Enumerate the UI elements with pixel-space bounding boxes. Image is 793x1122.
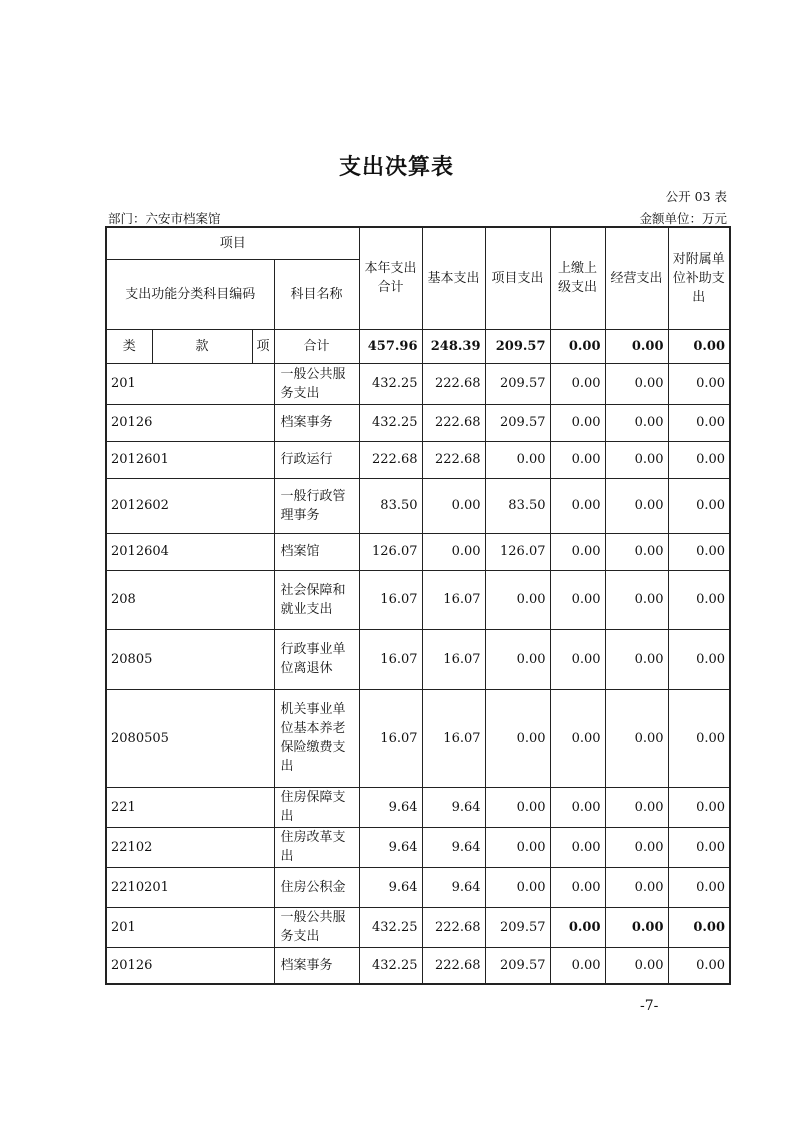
row-basic: 0.00 (422, 478, 485, 533)
total-business: 0.00 (605, 329, 668, 363)
row-subsidiary: 0.00 (668, 787, 730, 827)
row-basic: 222.68 (422, 404, 485, 441)
row-project: 0.00 (485, 570, 550, 629)
header-lei: 类 (106, 329, 152, 363)
table-row (106, 533, 730, 570)
row-subsidiary: 0.00 (668, 363, 730, 404)
row-total: 126.07 (359, 533, 422, 570)
row-project: 209.57 (485, 907, 550, 947)
row-total: 16.07 (359, 689, 422, 787)
row-code: 2012601 (106, 441, 274, 478)
page-title: 支出决算表 (338, 155, 454, 180)
row-project: 0.00 (485, 827, 550, 867)
row-basic: 222.68 (422, 441, 485, 478)
row-business: 0.00 (605, 478, 668, 533)
row-total: 432.25 (359, 363, 422, 404)
row-basic: 9.64 (422, 787, 485, 827)
row-basic: 222.68 (422, 907, 485, 947)
row-total: 16.07 (359, 570, 422, 629)
header-total: 本年支出合计 (359, 227, 422, 329)
row-total: 16.07 (359, 629, 422, 689)
row-business: 0.00 (605, 404, 668, 441)
row-upper: 0.00 (550, 689, 605, 787)
header-subsidiary: 对附属单位补助支出 (668, 227, 730, 329)
table-row (106, 947, 730, 984)
table-row (106, 629, 730, 689)
row-basic: 9.64 (422, 827, 485, 867)
header-xiang: 项 (252, 329, 274, 363)
row-upper: 0.00 (550, 570, 605, 629)
row-business: 0.00 (605, 629, 668, 689)
header-subject-name: 科目名称 (274, 259, 359, 329)
row-subject-name: 一般公共服务支出 (274, 907, 359, 947)
row-subject-name: 档案事务 (274, 947, 359, 984)
row-basic: 16.07 (422, 570, 485, 629)
row-subject-name: 住房保障支出 (274, 787, 359, 827)
header-upper: 上缴上级支出 (550, 227, 605, 329)
table-row (106, 570, 730, 629)
total-row (106, 329, 730, 363)
row-project: 0.00 (485, 787, 550, 827)
table-row (106, 404, 730, 441)
row-subsidiary: 0.00 (668, 404, 730, 441)
row-code: 22102 (106, 827, 274, 867)
header-business: 经营支出 (605, 227, 668, 329)
department-label: 部门：六安市档案馆 (108, 211, 221, 226)
row-project: 209.57 (485, 363, 550, 404)
form-number: 公开 03 表 (665, 189, 727, 204)
row-business: 0.00 (605, 441, 668, 478)
table-row (106, 827, 730, 867)
row-project: 0.00 (485, 441, 550, 478)
row-business: 0.00 (605, 570, 668, 629)
row-total: 9.64 (359, 787, 422, 827)
row-upper: 0.00 (550, 441, 605, 478)
row-business: 0.00 (605, 689, 668, 787)
row-project: 126.07 (485, 533, 550, 570)
row-project: 209.57 (485, 404, 550, 441)
total-project: 209.57 (485, 329, 550, 363)
row-business: 0.00 (605, 533, 668, 570)
row-subject-name: 住房改革支出 (274, 827, 359, 867)
header-sum: 合计 (274, 329, 359, 363)
table-row (106, 441, 730, 478)
row-code: 2210201 (106, 867, 274, 907)
row-business: 0.00 (605, 363, 668, 404)
row-business: 0.00 (605, 867, 668, 907)
row-upper: 0.00 (550, 947, 605, 984)
table-row (106, 689, 730, 787)
total-total: 457.96 (359, 329, 422, 363)
row-subsidiary: 0.00 (668, 570, 730, 629)
row-total: 9.64 (359, 827, 422, 867)
row-upper: 0.00 (550, 827, 605, 867)
total-subsidiary: 0.00 (668, 329, 730, 363)
row-total: 432.25 (359, 404, 422, 441)
row-basic: 16.07 (422, 689, 485, 787)
row-total: 9.64 (359, 867, 422, 907)
row-upper: 0.00 (550, 867, 605, 907)
row-subsidiary: 0.00 (668, 867, 730, 907)
row-subsidiary: 0.00 (668, 441, 730, 478)
row-project: 0.00 (485, 867, 550, 907)
row-upper: 0.00 (550, 629, 605, 689)
row-business: 0.00 (605, 907, 668, 947)
row-subsidiary: 0.00 (668, 533, 730, 570)
row-subject-name: 一般行政管理事务 (274, 478, 359, 533)
row-business: 0.00 (605, 787, 668, 827)
row-subject-name: 行政运行 (274, 441, 359, 478)
row-code: 201 (106, 363, 274, 404)
row-basic: 9.64 (422, 867, 485, 907)
row-code: 20126 (106, 404, 274, 441)
page-number: -7- (640, 998, 659, 1014)
total-basic: 248.39 (422, 329, 485, 363)
row-upper: 0.00 (550, 787, 605, 827)
table-row (106, 363, 730, 404)
row-total: 432.25 (359, 947, 422, 984)
expenditure-table (105, 226, 731, 985)
row-project: 209.57 (485, 947, 550, 984)
row-code: 2012604 (106, 533, 274, 570)
row-subsidiary: 0.00 (668, 689, 730, 787)
row-code: 201 (106, 907, 274, 947)
row-subject-name: 机关事业单位基本养老保险缴费支出 (274, 689, 359, 787)
row-code: 221 (106, 787, 274, 827)
row-subsidiary: 0.00 (668, 827, 730, 867)
row-code: 2012602 (106, 478, 274, 533)
row-upper: 0.00 (550, 533, 605, 570)
row-code: 20126 (106, 947, 274, 984)
table-row (106, 907, 730, 947)
row-business: 0.00 (605, 947, 668, 984)
row-subsidiary: 0.00 (668, 907, 730, 947)
row-upper: 0.00 (550, 907, 605, 947)
row-subsidiary: 0.00 (668, 629, 730, 689)
header-code: 支出功能分类科目编码 (106, 259, 274, 329)
total-upper: 0.00 (550, 329, 605, 363)
header-kuan: 款 (152, 329, 252, 363)
row-basic: 16.07 (422, 629, 485, 689)
row-subject-name: 行政事业单位离退休 (274, 629, 359, 689)
row-code: 2080505 (106, 689, 274, 787)
row-subsidiary: 0.00 (668, 947, 730, 984)
row-basic: 222.68 (422, 947, 485, 984)
row-code: 208 (106, 570, 274, 629)
header-project: 项目 (106, 227, 359, 259)
unit-label: 金额单位：万元 (639, 211, 727, 226)
row-project: 83.50 (485, 478, 550, 533)
row-upper: 0.00 (550, 478, 605, 533)
table-row (106, 478, 730, 533)
row-project: 0.00 (485, 689, 550, 787)
row-upper: 0.00 (550, 363, 605, 404)
row-total: 222.68 (359, 441, 422, 478)
row-subject-name: 档案事务 (274, 404, 359, 441)
row-subject-name: 社会保障和就业支出 (274, 570, 359, 629)
table-row (106, 787, 730, 827)
row-basic: 222.68 (422, 363, 485, 404)
row-subject-name: 一般公共服务支出 (274, 363, 359, 404)
row-subject-name: 住房公积金 (274, 867, 359, 907)
row-project: 0.00 (485, 629, 550, 689)
row-total: 83.50 (359, 478, 422, 533)
row-business: 0.00 (605, 827, 668, 867)
row-subject-name: 档案馆 (274, 533, 359, 570)
row-basic: 0.00 (422, 533, 485, 570)
row-total: 432.25 (359, 907, 422, 947)
row-code: 20805 (106, 629, 274, 689)
row-subsidiary: 0.00 (668, 478, 730, 533)
row-upper: 0.00 (550, 404, 605, 441)
header-project-expenditure: 项目支出 (485, 227, 550, 329)
header-basic: 基本支出 (422, 227, 485, 329)
table-row (106, 867, 730, 907)
